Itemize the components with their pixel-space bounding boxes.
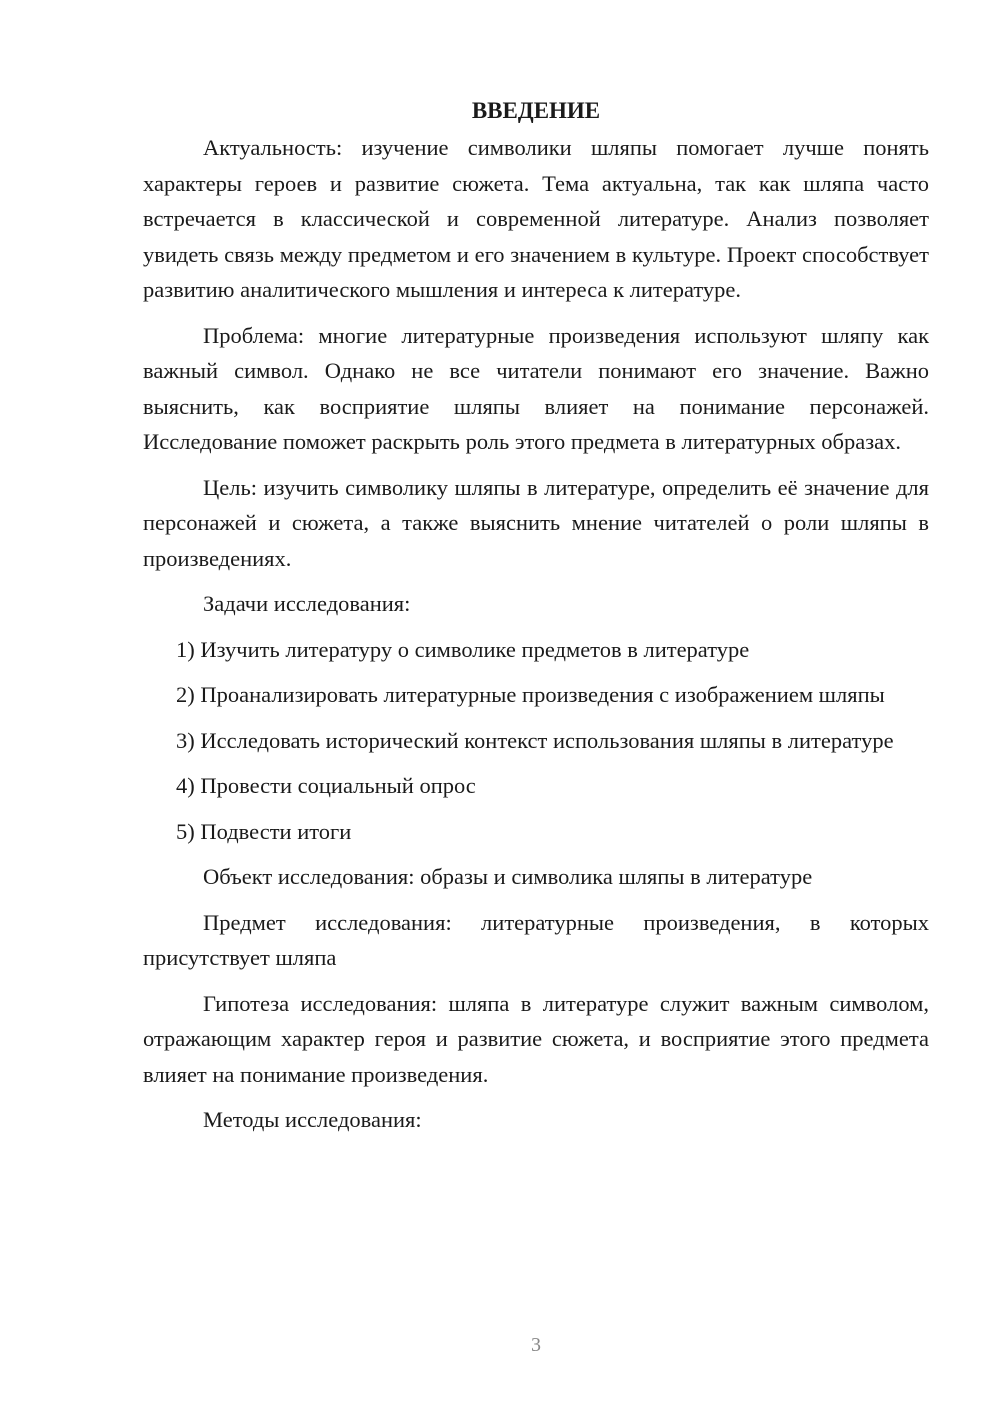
tasks-heading: Задачи исследования: bbox=[203, 591, 411, 616]
task-item: 2) Проанализировать литературные произведения с изображением шляпы bbox=[176, 682, 885, 707]
page-content bbox=[143, 92, 929, 1138]
task-item: 5) Подвести итоги bbox=[176, 818, 352, 844]
page-number: 3 bbox=[531, 1334, 541, 1356]
task-item: 3) Исследовать исторический контекст использования шляпы в литературе bbox=[176, 727, 894, 753]
subject-paragraph: Предмет исследования: литературные произведения, в которых присутствует шляпа bbox=[143, 909, 929, 970]
problem-paragraph: Проблема: многие литературные произведения используют шляпу как важный символ. Однако не все читатели понимают его значение. Важно выяснить, как восприятие шляпы влияет на понимание персонажей. Исследование поможет раскрыть роль этого предмета в литературных образах. bbox=[143, 322, 929, 454]
methods-heading: Методы исследования: bbox=[203, 1107, 422, 1132]
hypothesis-paragraph: Гипотеза исследования: шляпа в литературе служит важным символом, отражающим характер героя и развитие сюжета, и восприятие этого предмета влияет на понимание произведения. bbox=[143, 990, 929, 1087]
relevance-paragraph: Актуальность: изучение символики шляпы помогает лучше понять характеры героев и развитие сюжета. Тема актуальна, так как шляпа часто встречается в классической и современной литературе. Анализ позволяет увидеть связь между предметом и его значением в культуре. Проект способствует развитию аналитического мышления и интереса к литературе. bbox=[143, 135, 929, 302]
object-paragraph: Объект исследования: образы и символика шляпы в литературе bbox=[203, 864, 813, 889]
task-item: 4) Провести социальный опрос bbox=[176, 773, 476, 798]
section-title: ВВЕДЕНИЕ bbox=[471, 98, 601, 123]
task-item: 1) Изучить литературу о символике предметов в литературе bbox=[176, 636, 750, 662]
goal-paragraph: Цель: изучить символику шляпы в литературе, определить её значение для персонажей и сюжета, а также выяснить мнение читателей о роли шляпы в произведениях. bbox=[143, 474, 929, 571]
